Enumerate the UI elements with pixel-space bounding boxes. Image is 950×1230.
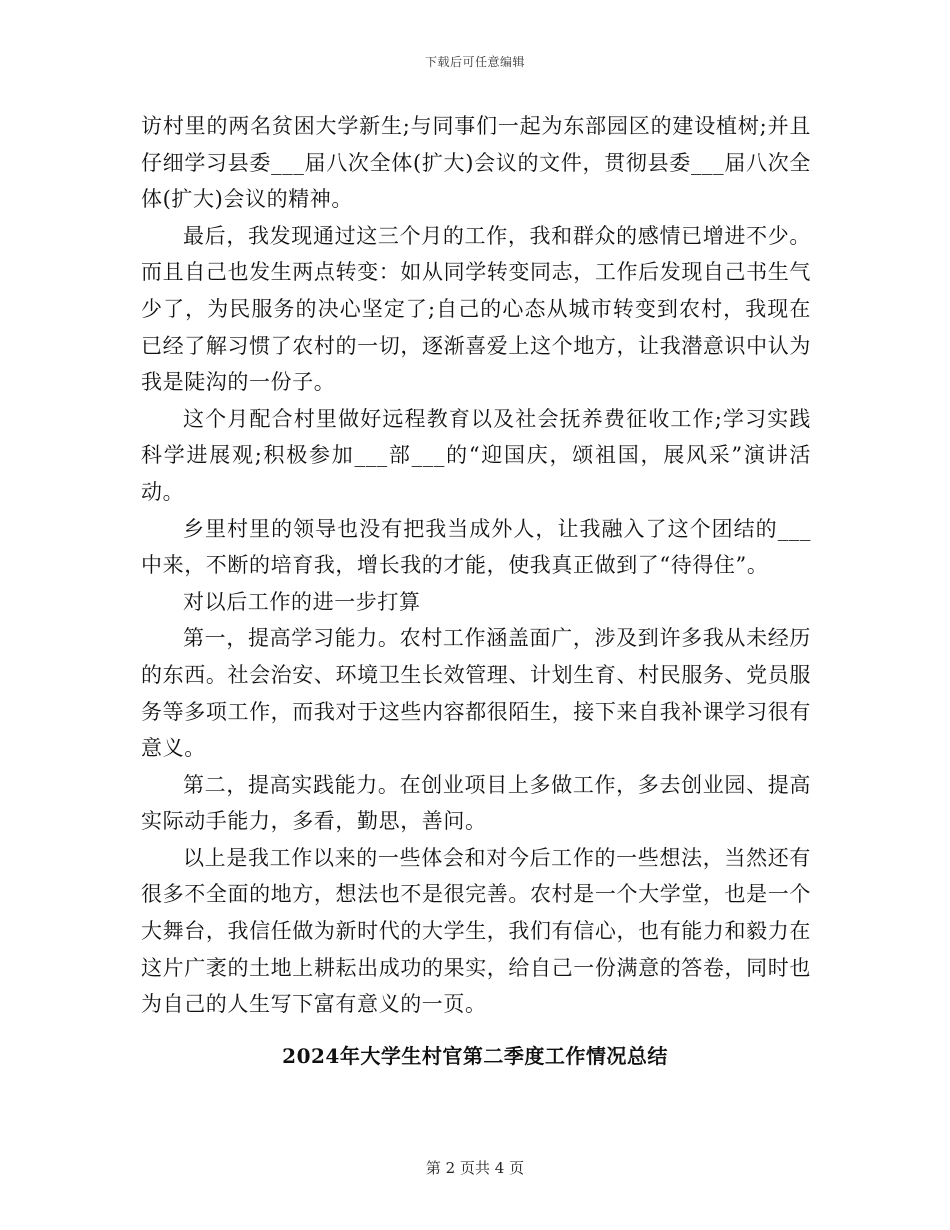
paragraph: 第二，提高实践能力。在创业项目上多做工作，多去创业园、提高实际动手能力，多看，勤思，善问。 [141, 772, 811, 834]
paragraph: 最后，我发现通过这三个月的工作，我和群众的感情已增进不少。而且自己也发生两点转变：如从同学转变同志，工作后发现自己书生气少了，为民服务的决心坚定了;自己的心态从城市转变到农村，我现在已经了解习惯了农村的一切，逐渐喜爱上这个地方，让我潜意识中认为我是陡沟的一份子。 [141, 223, 811, 395]
paragraph: 这个月配合村里做好远程教育以及社会抚养费征收工作;学习实践科学进展观;积极参加___部___的“迎国庆，颂祖国，展风采”演讲活动。 [141, 406, 811, 504]
page-number: 第 2 页共 4 页 [425, 1159, 525, 1177]
page-header: 下载后可任意编辑 [424, 55, 525, 69]
section-heading: 对以后工作的进一步打算 [183, 589, 421, 614]
document-body [141, 108, 811, 1023]
paragraph: 以上是我工作以来的一些体会和对今后工作的一些想法，当然还有很多不全面的地方，想法也不是很完善。农村是一个大学堂，也是一个大舞台，我信任做为新时代的大学生，我们有信心，也有能力和毅力在这片广袤的土地上耕耘出成功的果实，给自己一份满意的答卷，同时也为自己的人生写下富有意义的一页。 [141, 845, 811, 1017]
paragraph: 第一，提高学习能力。农村工作涵盖面广，涉及到许多我从未经历的东西。社会治安、环境卫生长效管理、计划生育、村民服务、党员服务等多项工作，而我对于这些内容都很陌生，接下来自我补课学习很有意义。 [141, 626, 811, 761]
paragraph-continuation: 访村里的两名贫困大学新生;与同事们一起为东部园区的建设植树;并且仔细学习县委___届八次全体(扩大)会议的文件，贯彻县委___届八次全体(扩大)会议的精神。 [141, 114, 811, 212]
paragraph: 乡里村里的领导也没有把我当成外人，让我融入了这个团结的___中来，不断的培育我，增长我的才能，使我真正做到了“待得住”。 [141, 516, 811, 578]
document-title: 2024年大学生村官第二季度工作情况总结 [282, 1044, 668, 1068]
